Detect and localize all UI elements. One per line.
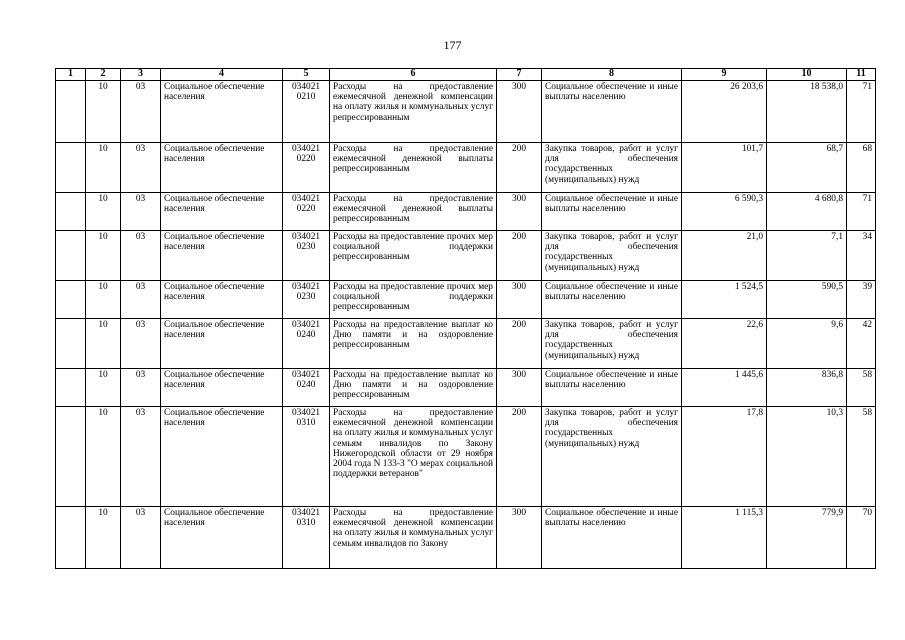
expense-description-cell: Расходы на предоставление ежемесячной денежной выплаты репрессированным	[330, 143, 497, 193]
col-1-cell	[56, 193, 86, 231]
expense-type-code-cell: 300	[497, 507, 542, 569]
planned-amount-cell: 1 445,6	[682, 369, 767, 407]
planned-amount-cell: 1 115,3	[682, 507, 767, 569]
section-code-cell: 10	[86, 507, 121, 569]
section-name-cell: Социальное обеспечение населения	[161, 507, 283, 569]
execution-percent-cell: 68	[847, 143, 876, 193]
execution-percent-cell: 42	[847, 319, 876, 369]
table-row	[56, 193, 876, 231]
planned-amount-cell: 1 524,5	[682, 281, 767, 319]
column-header-11: 11	[847, 69, 876, 81]
subsection-code-cell: 03	[121, 193, 161, 231]
execution-percent-cell: 39	[847, 281, 876, 319]
executed-amount-cell: 7,1	[767, 231, 847, 281]
expense-description-cell: Расходы на предоставление выплат ко Дню памяти и на оздоровление репрессированным	[330, 319, 497, 369]
section-name-cell: Социальное обеспечение населения	[161, 369, 283, 407]
planned-amount-cell: 21,0	[682, 231, 767, 281]
executed-amount-cell: 18 538,0	[767, 81, 847, 143]
section-name-cell: Социальное обеспечение населения	[161, 231, 283, 281]
section-code-cell: 10	[86, 319, 121, 369]
col-1-cell	[56, 369, 86, 407]
column-header-2: 2	[86, 69, 121, 81]
section-name-cell: Социальное обеспечение населения	[161, 81, 283, 143]
expense-description-cell: Расходы на предоставление выплат ко Дню памяти и на оздоровление репрессированным	[330, 369, 497, 407]
section-code-cell: 10	[86, 407, 121, 507]
planned-amount-cell: 26 203,6	[682, 81, 767, 143]
expense-type-name-cell: Социальное обеспечение и иные выплаты населению	[542, 507, 682, 569]
target-article-code-cell: 034021 0230	[283, 231, 330, 281]
column-header-5: 5	[283, 69, 330, 81]
section-code-cell: 10	[86, 281, 121, 319]
subsection-code-cell: 03	[121, 369, 161, 407]
table-body	[56, 81, 876, 569]
expense-description-cell: Расходы на предоставление ежемесячной денежной компенсации на оплату жилья и коммунальных услуг семьям инвалидов по Закону Нижегородской области от 29 ноября 2004 года N 133-З "О мерах социальной поддержки ветеранов"	[330, 407, 497, 507]
execution-percent-cell: 58	[847, 369, 876, 407]
expense-description-cell: Расходы на предоставление прочих мер социальной поддержки репрессированным	[330, 231, 497, 281]
table-row	[56, 281, 876, 319]
section-code-cell: 10	[86, 369, 121, 407]
section-name-cell: Социальное обеспечение населения	[161, 281, 283, 319]
expense-type-name-cell: Социальное обеспечение и иные выплаты населению	[542, 281, 682, 319]
execution-percent-cell: 34	[847, 231, 876, 281]
expense-type-name-cell: Закупка товаров, работ и услуг для обеспечения государственных (муниципальных) нужд	[542, 407, 682, 507]
subsection-code-cell: 03	[121, 281, 161, 319]
planned-amount-cell: 22,6	[682, 319, 767, 369]
expense-type-name-cell: Закупка товаров, работ и услуг для обеспечения государственных (муниципальных) нужд	[542, 319, 682, 369]
section-code-cell: 10	[86, 143, 121, 193]
expense-type-name-cell: Закупка товаров, работ и услуг для обеспечения государственных (муниципальных) нужд	[542, 143, 682, 193]
expense-description-cell: Расходы на предоставление ежемесячной денежной компенсации на оплату жилья и коммунальных услуг репрессированным	[330, 81, 497, 143]
col-1-cell	[56, 81, 86, 143]
expense-type-name-cell: Социальное обеспечение и иные выплаты населению	[542, 81, 682, 143]
subsection-code-cell: 03	[121, 319, 161, 369]
planned-amount-cell: 101,7	[682, 143, 767, 193]
executed-amount-cell: 590,5	[767, 281, 847, 319]
target-article-code-cell: 034021 0210	[283, 81, 330, 143]
col-1-cell	[56, 281, 86, 319]
execution-percent-cell: 58	[847, 407, 876, 507]
subsection-code-cell: 03	[121, 81, 161, 143]
column-header-1: 1	[56, 69, 86, 81]
expense-type-code-cell: 300	[497, 193, 542, 231]
header-row	[56, 69, 876, 81]
planned-amount-cell: 17,8	[682, 407, 767, 507]
section-code-cell: 10	[86, 231, 121, 281]
col-1-cell	[56, 143, 86, 193]
expense-type-name-cell: Социальное обеспечение и иные выплаты населению	[542, 369, 682, 407]
column-header-9: 9	[682, 69, 767, 81]
subsection-code-cell: 03	[121, 407, 161, 507]
section-code-cell: 10	[86, 193, 121, 231]
table-row	[56, 231, 876, 281]
expense-type-code-cell: 300	[497, 369, 542, 407]
budget-table	[55, 68, 876, 569]
expense-type-code-cell: 200	[497, 407, 542, 507]
subsection-code-cell: 03	[121, 507, 161, 569]
execution-percent-cell: 71	[847, 193, 876, 231]
column-header-4: 4	[161, 69, 283, 81]
section-name-cell: Социальное обеспечение населения	[161, 143, 283, 193]
column-header-3: 3	[121, 69, 161, 81]
page-number: 177	[443, 38, 462, 52]
table-row	[56, 319, 876, 369]
expense-description-cell: Расходы на предоставление ежемесячной денежной выплаты репрессированным	[330, 193, 497, 231]
expense-type-code-cell: 200	[497, 143, 542, 193]
column-header-7: 7	[497, 69, 542, 81]
expense-type-code-cell: 200	[497, 231, 542, 281]
section-name-cell: Социальное обеспечение населения	[161, 319, 283, 369]
executed-amount-cell: 4 680,8	[767, 193, 847, 231]
planned-amount-cell: 6 590,3	[682, 193, 767, 231]
column-header-8: 8	[542, 69, 682, 81]
table-row	[56, 369, 876, 407]
target-article-code-cell: 034021 0240	[283, 369, 330, 407]
subsection-code-cell: 03	[121, 231, 161, 281]
executed-amount-cell: 68,7	[767, 143, 847, 193]
expense-description-cell: Расходы на предоставление прочих мер социальной поддержки репрессированным	[330, 281, 497, 319]
expense-type-name-cell: Закупка товаров, работ и услуг для обеспечения государственных (муниципальных) нужд	[542, 231, 682, 281]
executed-amount-cell: 10,3	[767, 407, 847, 507]
executed-amount-cell: 779,9	[767, 507, 847, 569]
section-name-cell: Социальное обеспечение населения	[161, 193, 283, 231]
expense-type-code-cell: 200	[497, 319, 542, 369]
target-article-code-cell: 034021 0240	[283, 319, 330, 369]
executed-amount-cell: 9,6	[767, 319, 847, 369]
section-code-cell: 10	[86, 81, 121, 143]
target-article-code-cell: 034021 0220	[283, 193, 330, 231]
expense-type-code-cell: 300	[497, 81, 542, 143]
table-row	[56, 81, 876, 143]
column-header-10: 10	[767, 69, 847, 81]
target-article-code-cell: 034021 0230	[283, 281, 330, 319]
section-name-cell: Социальное обеспечение населения	[161, 407, 283, 507]
expense-type-name-cell: Социальное обеспечение и иные выплаты населению	[542, 193, 682, 231]
target-article-code-cell: 034021 0310	[283, 407, 330, 507]
table-row	[56, 507, 876, 569]
col-1-cell	[56, 319, 86, 369]
execution-percent-cell: 71	[847, 81, 876, 143]
execution-percent-cell: 70	[847, 507, 876, 569]
column-header-6: 6	[330, 69, 497, 81]
executed-amount-cell: 836,8	[767, 369, 847, 407]
subsection-code-cell: 03	[121, 143, 161, 193]
expense-description-cell: Расходы на предоставление ежемесячной денежной компенсации на оплату жилья и коммунальных услуг семьям инвалидов по Закону	[330, 507, 497, 569]
table-row	[56, 407, 876, 507]
target-article-code-cell: 034021 0220	[283, 143, 330, 193]
target-article-code-cell: 034021 0310	[283, 507, 330, 569]
expense-type-code-cell: 300	[497, 281, 542, 319]
table-row	[56, 143, 876, 193]
col-1-cell	[56, 231, 86, 281]
col-1-cell	[56, 507, 86, 569]
col-1-cell	[56, 407, 86, 507]
